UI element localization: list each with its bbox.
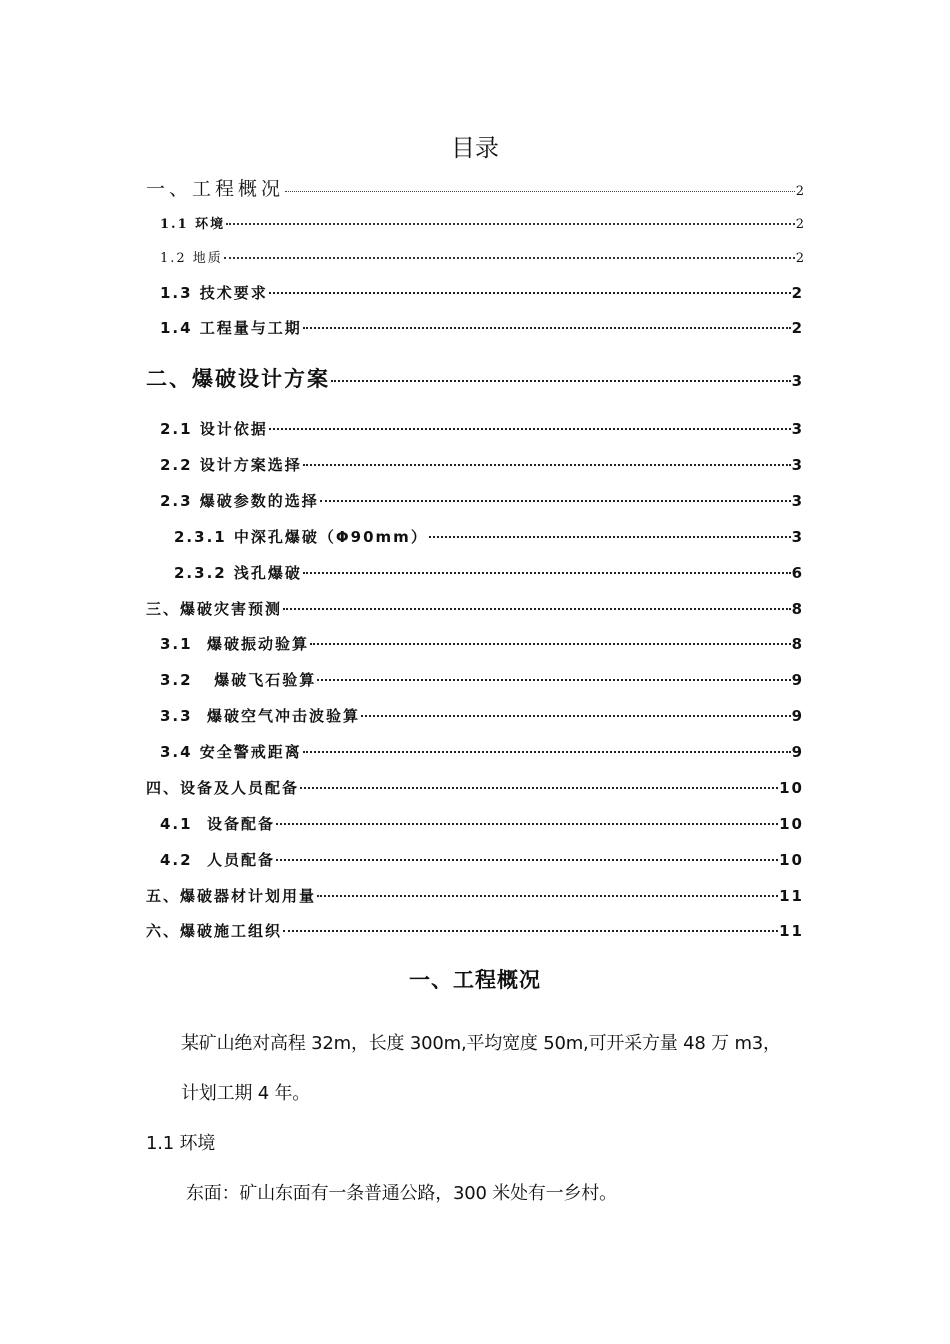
toc-leader xyxy=(300,787,778,789)
toc-leader xyxy=(226,223,795,225)
toc-page-number: 2 xyxy=(795,217,804,232)
body-paragraph-overview: 某矿山绝对高程 32m，长度 300m,平均宽度 50m,可开采方量 48 万 m3， xyxy=(181,1033,781,1054)
toc-entry-label: 3.2 爆破飞石验算 xyxy=(160,671,317,689)
toc-leader xyxy=(303,572,791,574)
toc-leader xyxy=(269,292,791,294)
toc-leader xyxy=(224,257,795,259)
toc-entry-label: 一、工程概况 xyxy=(146,178,285,200)
toc-entry-label: 2.3.2 浅孔爆破 xyxy=(174,564,302,582)
toc-leader xyxy=(303,464,791,466)
toc-entry-label: 2.3.1 中深孔爆破（Φ90mm） xyxy=(174,528,428,546)
toc-page-number: 11 xyxy=(779,922,804,940)
toc-entry-3-4[interactable] xyxy=(160,741,804,762)
toc-title: 目录 xyxy=(451,134,499,162)
toc-leader xyxy=(276,859,778,861)
toc-leader xyxy=(276,823,778,825)
toc-entry-2-3-2[interactable] xyxy=(174,562,804,583)
toc-leader xyxy=(317,679,790,681)
toc-page-number: 3 xyxy=(791,492,804,510)
toc-page-number: 3 xyxy=(791,456,804,474)
toc-entry-chapter-5[interactable] xyxy=(146,885,804,906)
toc-entry-label: 2.2 设计方案选择 xyxy=(160,456,302,474)
toc-page-number: 9 xyxy=(791,743,804,761)
toc-entry-chapter-2[interactable] xyxy=(146,363,804,393)
toc-entry-1-3[interactable] xyxy=(160,282,804,303)
toc-entry-label: 2.1 设计依据 xyxy=(160,420,268,438)
toc-page-number: 3 xyxy=(791,372,804,390)
toc-leader xyxy=(320,500,791,502)
toc-leader xyxy=(269,428,791,430)
toc-page-number: 2 xyxy=(791,319,804,337)
subsection-heading: 1.1 环境 xyxy=(146,1133,216,1154)
toc-leader xyxy=(285,191,795,192)
toc-page-number: 2 xyxy=(791,284,804,302)
toc-entry-label: 四、设备及人员配备 xyxy=(146,779,300,797)
toc-leader xyxy=(310,643,791,645)
toc-entry-label: 三、爆破灾害预测 xyxy=(146,600,283,618)
toc-entry-2-3[interactable] xyxy=(160,490,804,511)
toc-entry-label: 3.4 安全警戒距离 xyxy=(160,743,302,761)
toc-entry-chapter-6[interactable] xyxy=(146,920,804,941)
toc-entry-label: 二、爆破设计方案 xyxy=(146,367,330,391)
toc-page-number: 9 xyxy=(791,707,804,725)
toc-page-number: 11 xyxy=(779,887,804,905)
toc-leader xyxy=(429,536,791,538)
toc-entry-1-4[interactable] xyxy=(160,317,804,338)
toc-page-number: 3 xyxy=(791,420,804,438)
toc-entry-label: 3.1 爆破振动验算 xyxy=(160,635,310,653)
toc-entry-label: 六、爆破施工组织 xyxy=(146,922,283,940)
toc-entry-chapter-4[interactable] xyxy=(146,777,804,798)
toc-entry-label: 3.3 爆破空气冲击波验算 xyxy=(160,707,361,725)
toc-leader xyxy=(283,930,778,932)
body-paragraph-schedule: 计划工期 4 年。 xyxy=(181,1083,311,1104)
toc-entry-chapter-1[interactable] xyxy=(146,174,804,201)
toc-entry-label: 1.2 地质 xyxy=(160,251,223,266)
toc-entry-2-1[interactable] xyxy=(160,418,804,439)
toc-entry-label: 1.3 技术要求 xyxy=(160,284,268,302)
toc-entry-2-2[interactable] xyxy=(160,454,804,475)
toc-leader xyxy=(303,751,791,753)
toc-page-number: 10 xyxy=(779,779,804,797)
toc-page-number: 10 xyxy=(779,851,804,869)
toc-entry-label: 1.1 环境 xyxy=(160,217,226,232)
toc-leader xyxy=(361,715,791,717)
toc-entry-2-3-1[interactable] xyxy=(174,526,804,547)
toc-entry-label: 1.4 工程量与工期 xyxy=(160,319,302,337)
body-paragraph-environment: 东面：矿山东面有一条普通公路，300 米处有一乡村。 xyxy=(186,1183,617,1204)
toc-entry-label: 4.1 设备配备 xyxy=(160,815,276,833)
toc-page-number: 6 xyxy=(791,564,804,582)
toc-entry-3-1[interactable] xyxy=(160,633,804,654)
toc-page-number: 3 xyxy=(791,528,804,546)
toc-leader xyxy=(283,608,791,610)
toc-page-number: 10 xyxy=(779,815,804,833)
toc-entry-4-2[interactable] xyxy=(160,849,804,870)
toc-leader xyxy=(331,380,791,382)
toc-leader xyxy=(317,895,778,897)
toc-entry-1-2[interactable] xyxy=(160,247,804,266)
toc-page-number: 8 xyxy=(791,635,804,653)
toc-entry-label: 4.2 人员配备 xyxy=(160,851,276,869)
toc-page-number: 2 xyxy=(795,251,804,266)
toc-page-number: 2 xyxy=(795,184,804,199)
toc-entry-3-3[interactable] xyxy=(160,705,804,726)
toc-entry-3-2[interactable] xyxy=(160,669,804,690)
toc-page-number: 8 xyxy=(791,600,804,618)
section-heading: 一、工程概况 xyxy=(409,968,541,992)
toc-entry-4-1[interactable] xyxy=(160,813,804,834)
toc-entry-1-1[interactable] xyxy=(160,213,804,232)
toc-entry-chapter-3[interactable] xyxy=(146,598,804,619)
toc-leader xyxy=(303,327,791,329)
toc-entry-label: 五、爆破器材计划用量 xyxy=(146,887,317,905)
toc-entry-label: 2.3 爆破参数的选择 xyxy=(160,492,319,510)
toc-page-number: 9 xyxy=(791,671,804,689)
